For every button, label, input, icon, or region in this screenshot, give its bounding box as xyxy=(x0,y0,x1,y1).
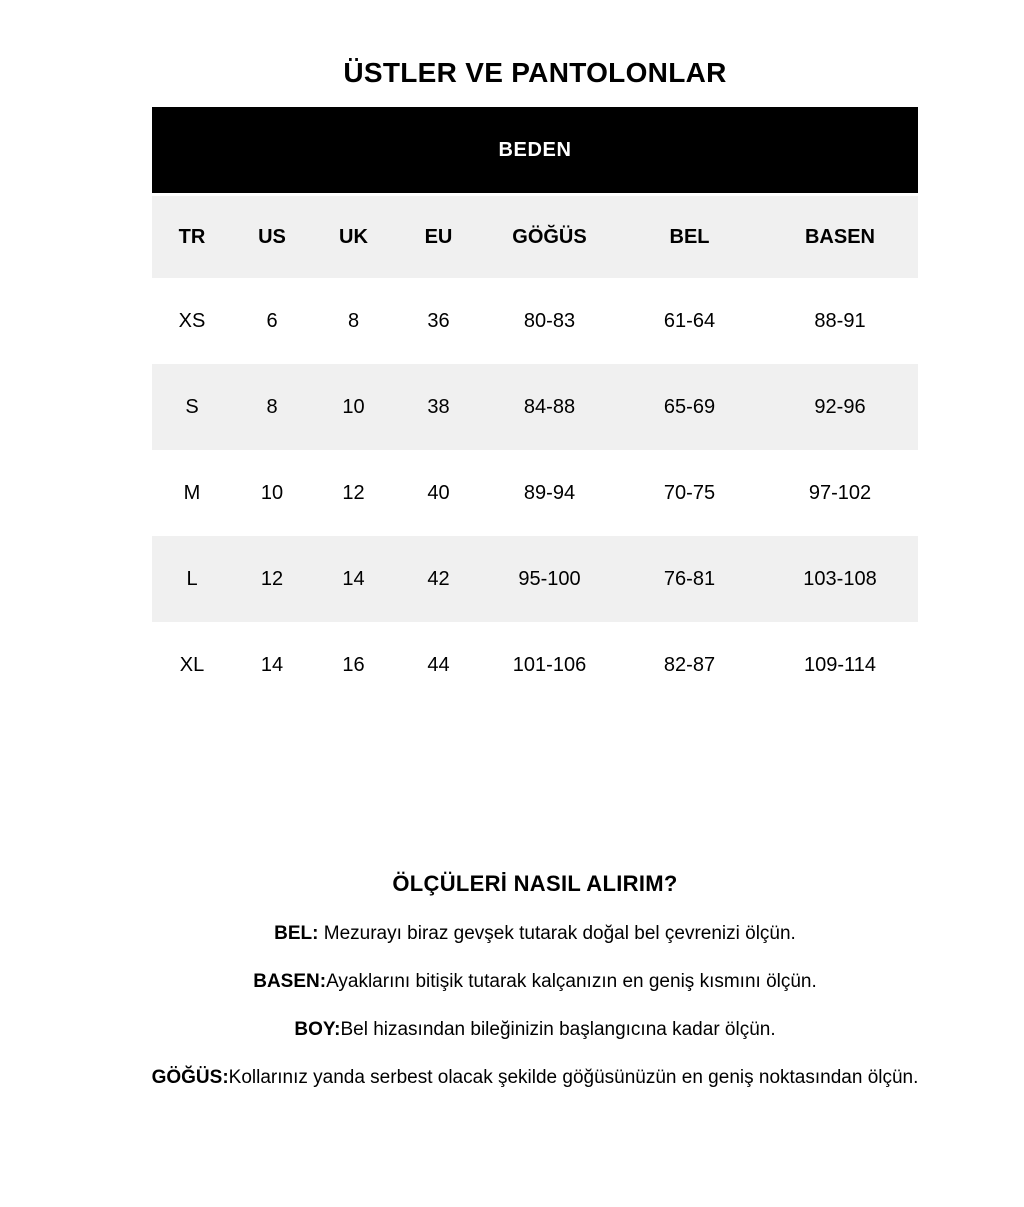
measure-label: BEL: xyxy=(274,923,319,944)
table-cell: 12 xyxy=(342,481,365,504)
measure-label: GÖĞÜS: xyxy=(151,1067,229,1088)
table-cell: 14 xyxy=(260,653,284,676)
table-cell: 103-108 xyxy=(762,536,918,622)
table-cell: 10 xyxy=(260,481,284,504)
table-cell: 40 xyxy=(427,481,450,504)
measure-guide xyxy=(46,869,1024,1091)
measure-guide-item-boy xyxy=(46,1017,1024,1043)
column-header-tr: TR xyxy=(152,196,232,278)
column-header-uk: UK xyxy=(312,196,395,278)
measure-label: BOY: xyxy=(294,1019,341,1040)
size-chart xyxy=(152,107,918,708)
column-header-basen: BASEN xyxy=(762,196,918,278)
table-cell: M xyxy=(183,481,201,504)
table-cell: 8 xyxy=(232,364,312,450)
table-cell: 61-64 xyxy=(663,309,716,332)
size-table xyxy=(152,196,918,708)
table-cell: 82-87 xyxy=(663,653,716,676)
table-cell: 16 xyxy=(342,653,365,676)
table-row-m xyxy=(152,450,918,536)
table-row-xl xyxy=(152,622,918,708)
table-cell: 38 xyxy=(395,364,482,450)
table-row-s xyxy=(152,364,918,450)
table-cell: 80-83 xyxy=(523,309,576,332)
size-chart-banner: BEDEN xyxy=(152,107,918,193)
table-row-xs xyxy=(152,278,918,364)
measure-label: BASEN: xyxy=(253,971,327,992)
table-cell: 12 xyxy=(232,536,312,622)
column-header-bel: BEL xyxy=(617,196,762,278)
measure-guide-item-gogus xyxy=(46,1065,1024,1091)
column-header-eu: EU xyxy=(395,196,482,278)
column-header-us: US xyxy=(232,196,312,278)
table-cell: 101-106 xyxy=(512,653,587,676)
measure-guide-heading: ÖLÇÜLERİ NASIL ALIRIM? xyxy=(392,871,678,896)
page-title: ÜSTLER VE PANTOLONLAR xyxy=(343,57,727,88)
measure-text: Kollarınız yanda serbest olacak şekilde göğüsünüzün en geniş noktasından ölçün. xyxy=(228,1067,919,1088)
table-cell: 14 xyxy=(312,536,395,622)
table-cell: 8 xyxy=(347,309,360,332)
table-cell: 6 xyxy=(266,309,278,332)
measure-guide-item-bel xyxy=(46,921,1024,947)
table-cell: S xyxy=(152,364,232,450)
table-cell: XS xyxy=(178,309,206,332)
measure-text: Bel hizasından bileğinizin başlangıcına kadar ölçün. xyxy=(340,1019,776,1040)
table-cell: 44 xyxy=(427,653,450,676)
size-guide-page xyxy=(46,55,1024,1091)
table-cell: L xyxy=(152,536,232,622)
table-row-l xyxy=(152,536,918,622)
column-header-gogus: GÖĞÜS xyxy=(482,196,617,278)
measure-guide-item-basen xyxy=(46,969,1024,995)
measure-text: Mezurayı biraz gevşek tutarak doğal bel çevrenizi ölçün. xyxy=(318,923,796,944)
table-cell: 84-88 xyxy=(482,364,617,450)
table-cell: 92-96 xyxy=(762,364,918,450)
table-cell: 88-91 xyxy=(814,309,866,332)
table-cell: XL xyxy=(179,653,205,676)
table-cell: 76-81 xyxy=(617,536,762,622)
table-cell: 36 xyxy=(427,309,450,332)
table-cell: 70-75 xyxy=(663,481,716,504)
size-table-header-row xyxy=(152,196,918,278)
table-cell: 95-100 xyxy=(482,536,617,622)
table-cell: 65-69 xyxy=(617,364,762,450)
table-cell: 42 xyxy=(395,536,482,622)
table-cell: 97-102 xyxy=(808,481,872,504)
measure-text: Ayaklarını bitişik tutarak kalçanızın en geniş kısmını ölçün. xyxy=(326,971,817,992)
table-cell: 89-94 xyxy=(523,481,576,504)
table-cell: 109-114 xyxy=(804,653,876,676)
table-cell: 10 xyxy=(312,364,395,450)
